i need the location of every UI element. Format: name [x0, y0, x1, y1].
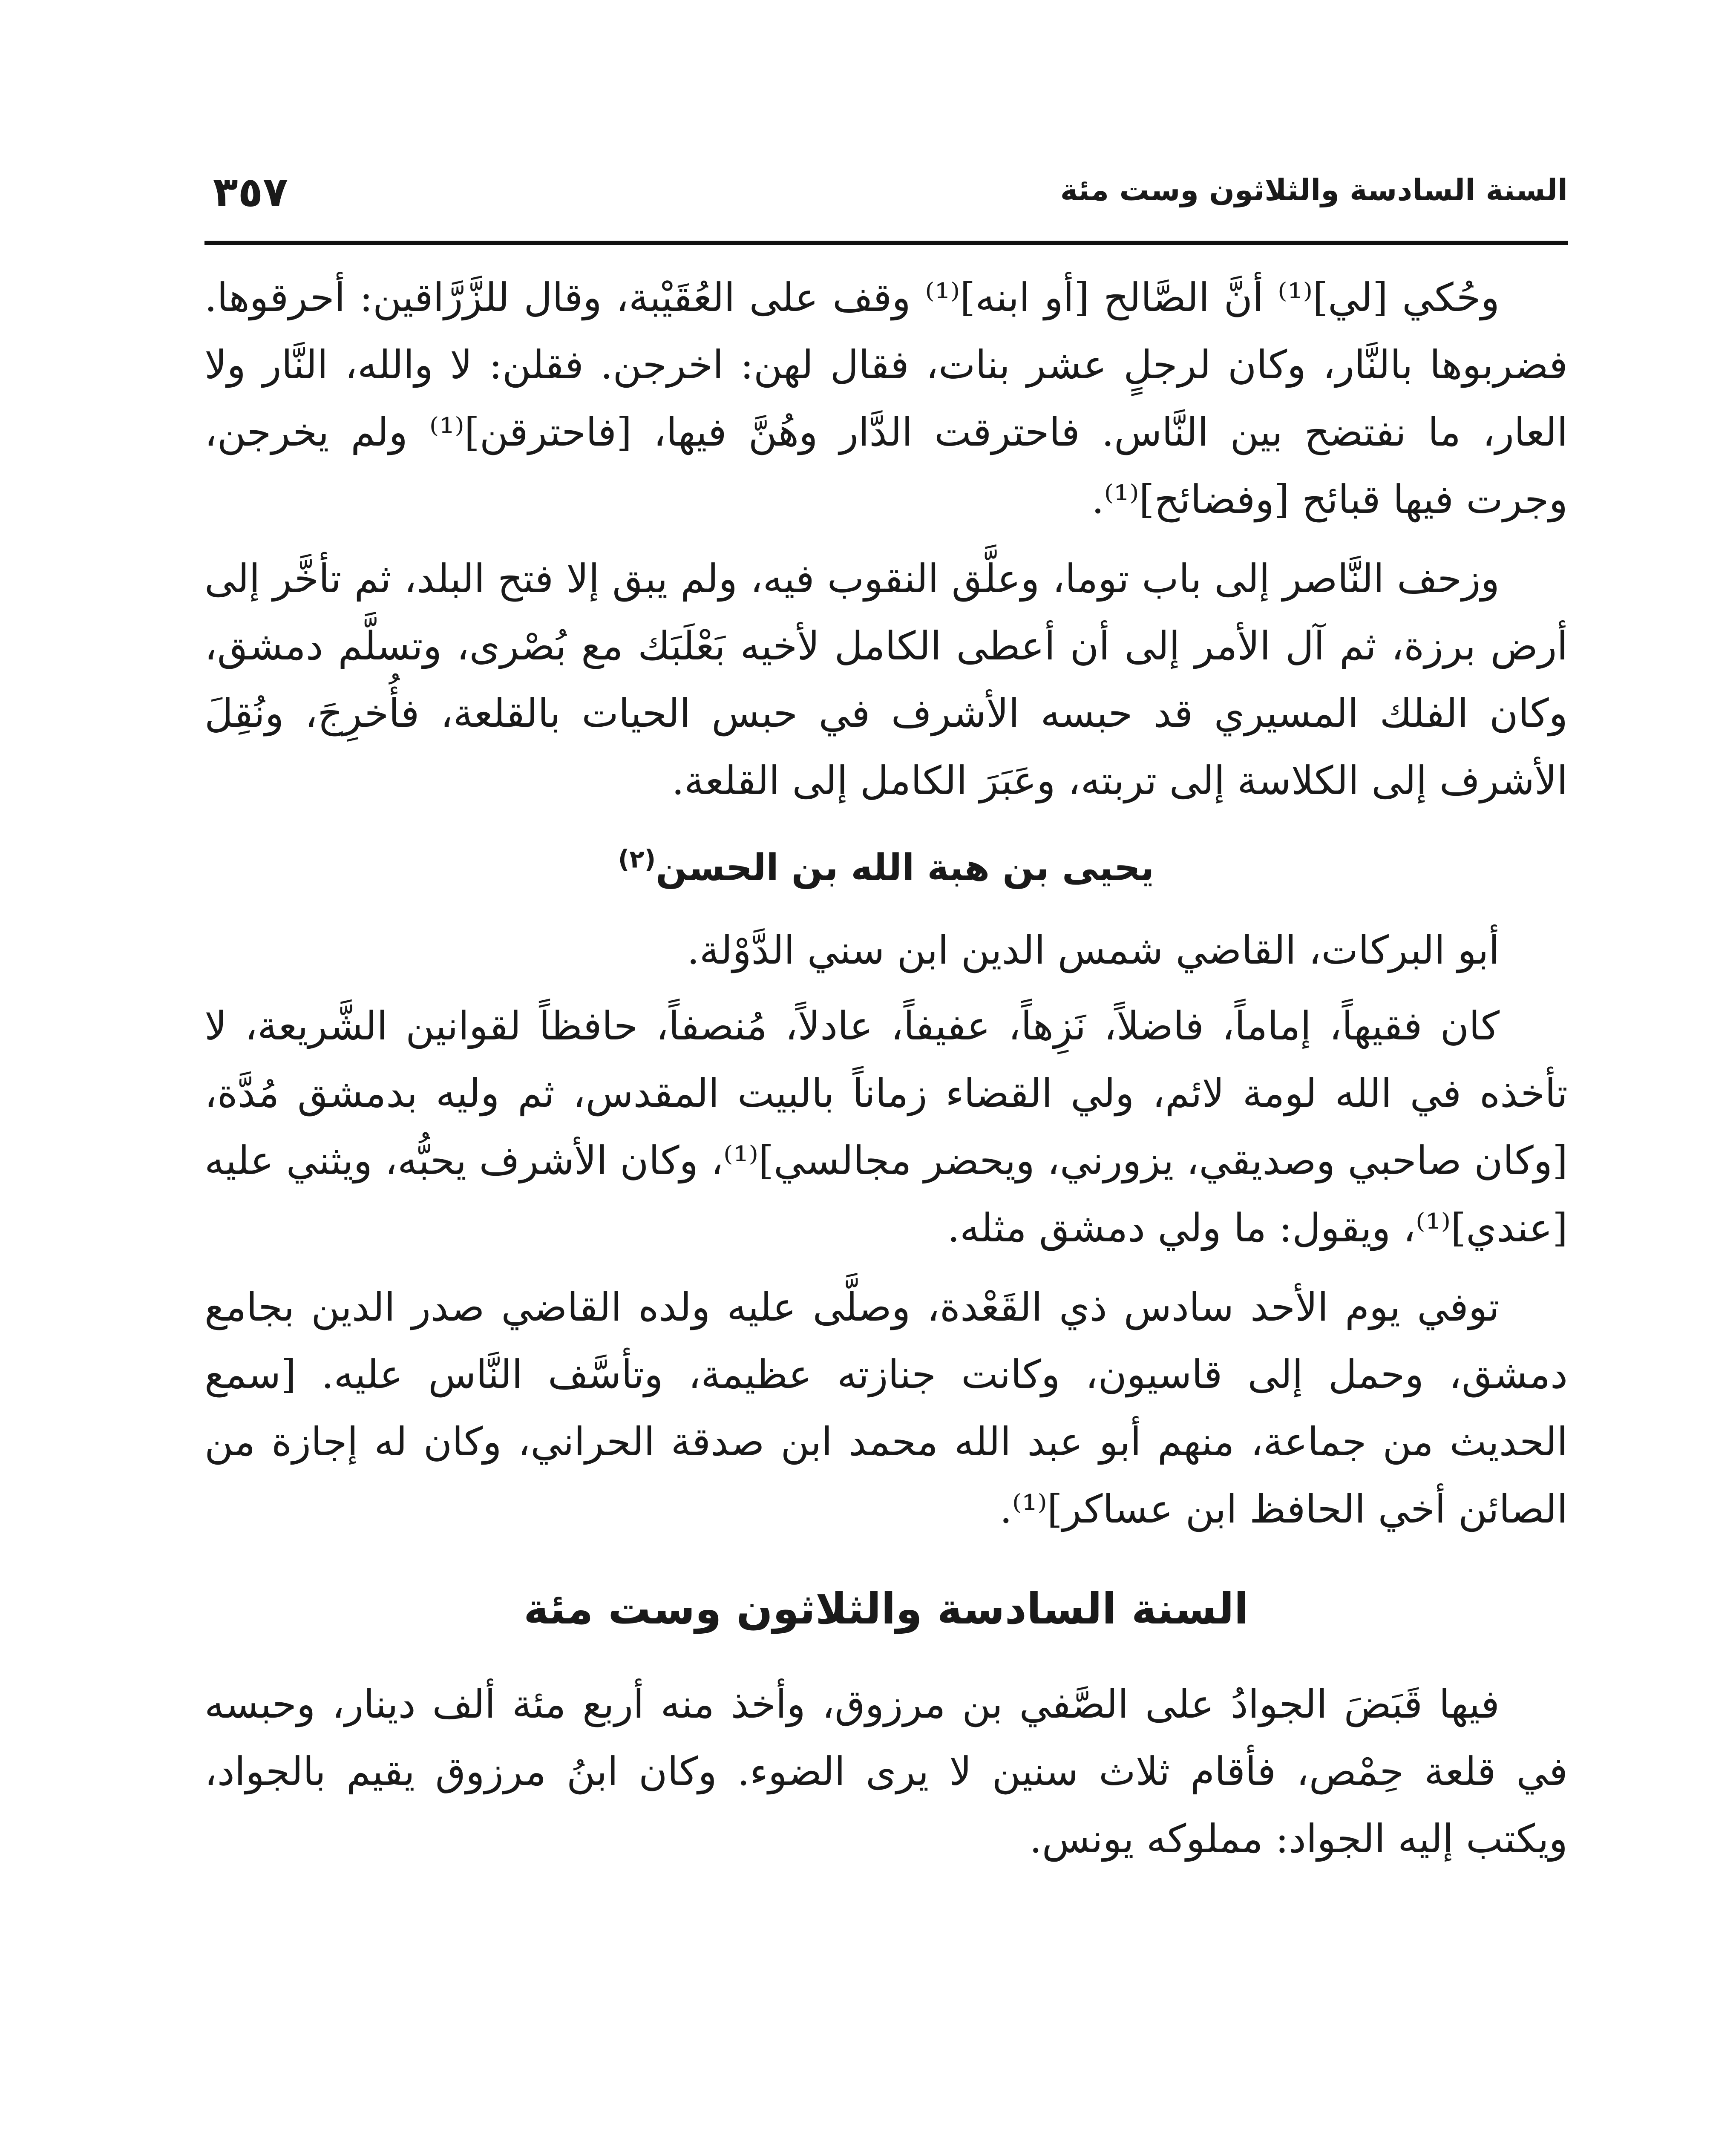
paragraph: وحُكي [لي]⁽¹⁾ أنَّ الصَّالح [أو ابنه]⁽¹⁾ وقف على العُقَيْبة، وقال للزَّرَّاقين: أحرقوها. فضربوها بالنَّار، وكان لرجلٍ عشر بنات، فقال لهن: اخرجن. فقلن: لا والله، النَّار ولا العار، ما نفتضح بين النَّاس. فاحترقت الدَّار وهُنَّ فيها، [فاحترقن]⁽¹⁾ ولم يخرجن، وجرت فيها قبائح [وفضائح]⁽¹⁾.: [204, 275, 1568, 522]
paragraph: أبو البركات، القاضي شمس الدين ابن سني الدَّوْلة.: [687, 927, 1500, 973]
biography-heading-text: يحيى بن هبة الله بن الحسن: [656, 846, 1154, 889]
section-heading: السنة السادسة والثلاثون وست مئة: [524, 1584, 1249, 1634]
paragraph: وزحف النَّاصر إلى باب توما، وعلَّق النقوب فيه، ولم يبق إلا فتح البلد، ثم تأخَّر إلى أرض برزة، ثم آل الأمر إلى أن أعطى الكامل لأخيه بَعْلَبَك مع بُصْرى، وتسلَّم دمشق، وكان الفلك المسيري قد حبسه الأشرف في حبس الحيات بالقلعة، فأُخرِجَ، ونُقِلَ الأشرف إلى الكلاسة إلى تربته، وعَبَرَ الكامل إلى القلعة.: [204, 556, 1568, 803]
running-header: [204, 168, 1568, 228]
paragraph: فيها قَبَضَ الجوادُ على الصَّفي بن مرزوق، وأخذ منه أربع مئة ألف دينار، وحبسه في قلعة حِمْص، فأقام ثلاث سنين لا يرى الضوء. وكان ابنُ مرزوق يقيم بالجواد، ويكتب إليه الجواد: مملوكه يونس.: [204, 1681, 1568, 1862]
main-text: [204, 264, 1568, 1885]
footnote-marker: (٢): [618, 844, 656, 874]
page-number: ٣٥٧: [213, 168, 288, 216]
header-rule: [204, 241, 1568, 245]
biography-heading: [204, 836, 1568, 900]
paragraph: توفي يوم الأحد سادس ذي القَعْدة، وصلَّى عليه ولده القاضي صدر الدين بجامع دمشق، وحمل إلى قاسيون، وكانت جنازته عظيمة، وتأسَّف النَّاس عليه. [سمع الحديث من جماعة، منهم أبو عبد الله محمد ابن صدقة الحراني، وكان له إجازة من الصائن أخي الحافظ ابن عساكر]⁽¹⁾.: [204, 1284, 1568, 1532]
running-title: السنة السادسة والثلاثون وست مئة: [1060, 173, 1568, 207]
paragraph: كان فقيهاً، إماماً، فاضلاً، نَزِهاً، عفيفاً، عادلاً، مُنصفاً، حافظاً لقوانين الشَّريعة، لا تأخذه في الله لومة لائم، ولي القضاء زماناً بالبيت المقدس، ثم وليه بدمشق مُدَّة، [وكان صاحبي وصديقي، يزورني، ويحضر مجالسي]⁽¹⁾، وكان الأشرف يحبُّه، ويثني عليه [عندي]⁽¹⁾، ويقول: ما ولي دمشق مثله.: [204, 1003, 1568, 1251]
